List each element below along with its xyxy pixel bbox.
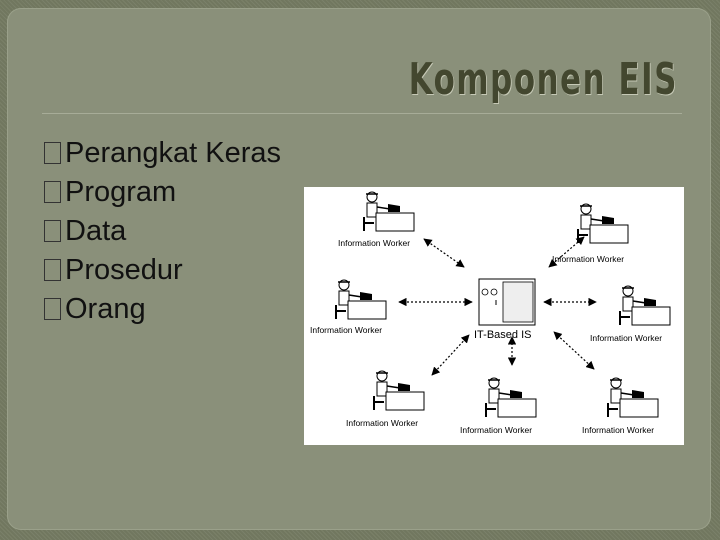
information-worker	[346, 371, 424, 428]
svg-text:Information Worker: Information Worker	[460, 425, 533, 435]
bullet-box-icon	[44, 259, 61, 281]
bullet-box-icon	[44, 220, 61, 242]
svg-text:Information Worker: Information Worker	[552, 254, 625, 264]
information-worker	[582, 378, 658, 435]
svg-text:Information Worker: Information Worker	[590, 333, 663, 343]
bullet-item: Program	[44, 173, 281, 212]
server-icon	[479, 279, 535, 325]
information-worker	[310, 280, 386, 335]
svg-text:Information Worker: Information Worker	[338, 238, 411, 248]
bullet-box-icon	[44, 181, 61, 203]
svg-text:Information Worker: Information Worker	[582, 425, 655, 435]
title-divider	[42, 113, 682, 114]
bullet-list	[44, 134, 281, 329]
bullet-item: Perangkat Keras	[44, 134, 281, 173]
information-worker	[590, 286, 670, 343]
center-label: IT-Based IS	[474, 329, 532, 341]
bullet-item: Orang	[44, 290, 281, 329]
svg-text:Information Worker: Information Worker	[310, 325, 383, 335]
eis-diagram	[304, 187, 684, 445]
svg-text:Information Worker: Information Worker	[346, 418, 419, 428]
information-worker	[552, 204, 628, 264]
information-worker	[338, 192, 414, 248]
bullet-box-icon	[44, 142, 61, 164]
bullet-item: Prosedur	[44, 251, 281, 290]
slide-title: Komponen EIS	[408, 54, 678, 105]
information-worker	[460, 378, 536, 435]
bullet-box-icon	[44, 298, 61, 320]
bullet-item: Data	[44, 212, 281, 251]
